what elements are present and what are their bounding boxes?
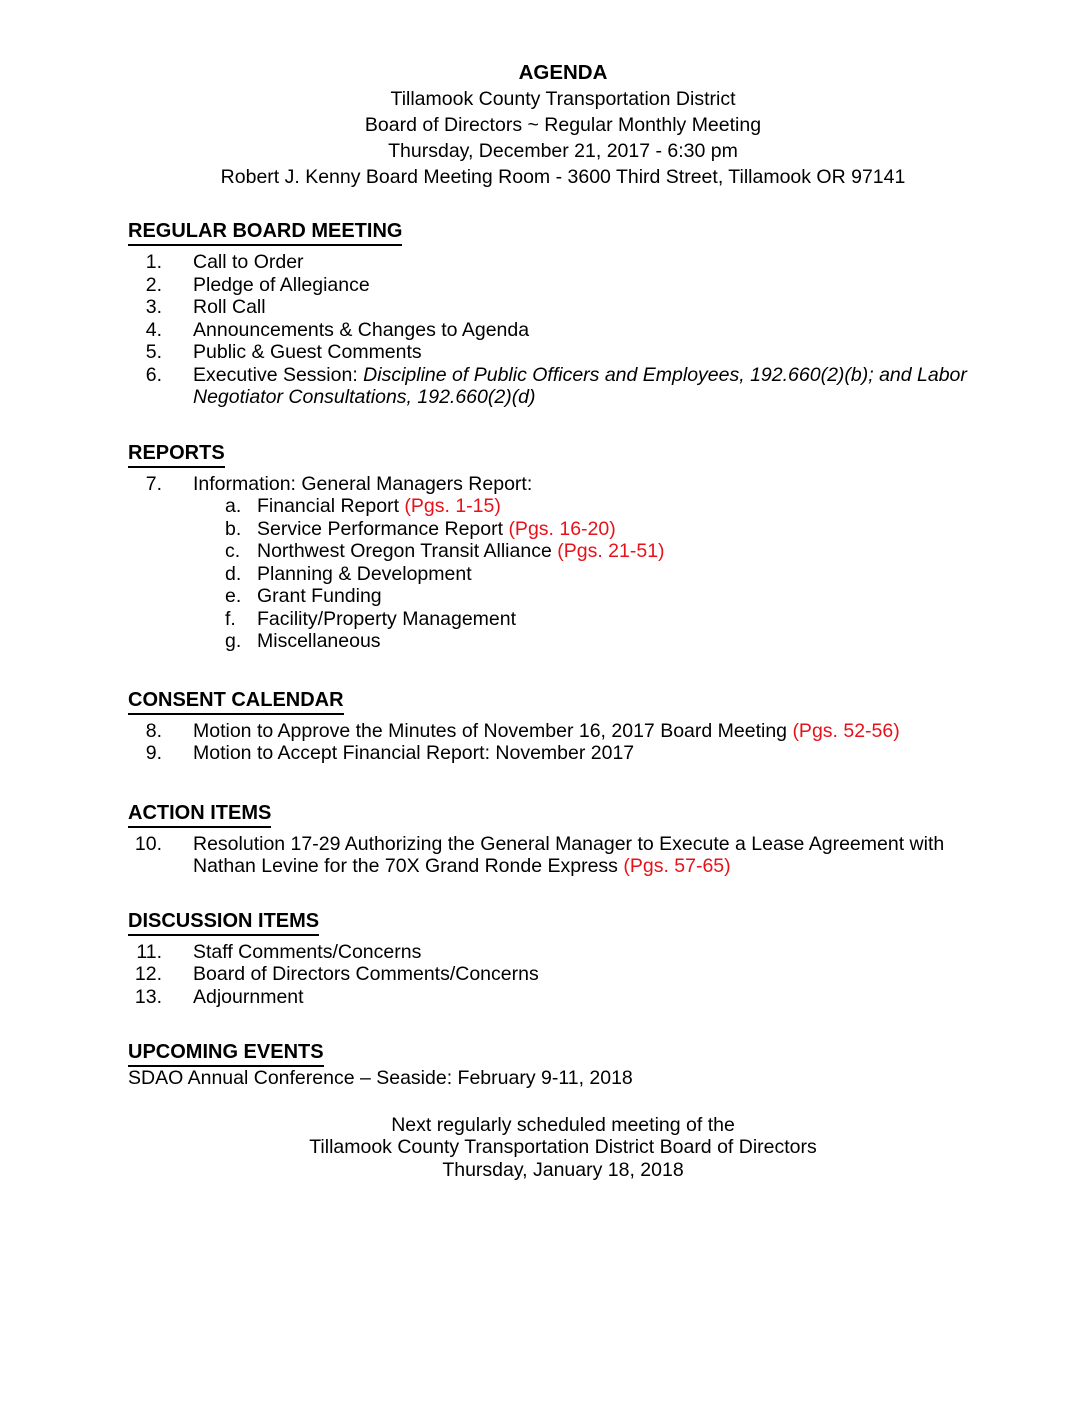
subitem-text: Grant Funding: [257, 585, 382, 607]
item-number: 1.: [145, 251, 162, 273]
item-number: 11.: [136, 940, 162, 963]
agenda-item-11: [128, 941, 998, 964]
agenda-subitem-f: [225, 608, 998, 631]
document-footer: [128, 1114, 998, 1182]
regular-board-meeting-list: [128, 251, 998, 409]
page-ref: (Pgs. 52-56): [792, 719, 900, 742]
page-ref: (Pgs. 57-65): [623, 855, 731, 877]
agenda-item-12: [128, 963, 998, 986]
subitem-text: Miscellaneous: [257, 630, 381, 652]
item-number: 7.: [145, 472, 162, 495]
agenda-subitem-e: [225, 585, 998, 608]
item-text: Pledge of Allegiance: [193, 273, 370, 296]
document-header: [128, 60, 998, 190]
agenda-item-10: [128, 833, 998, 878]
agenda-subitem-g: [225, 630, 998, 653]
item-number: 8.: [145, 719, 162, 742]
footer-line-1: Next regularly scheduled meeting of the: [391, 1113, 735, 1136]
item-number: 6.: [145, 363, 162, 386]
section-heading-action-items: ACTION ITEMS: [128, 802, 998, 828]
section-heading-reports: REPORTS: [128, 442, 998, 468]
item-number: 10.: [134, 832, 162, 855]
reports-list: [128, 473, 998, 653]
reports-sublist: [225, 495, 998, 653]
section-heading-upcoming-events: UPCOMING EVENTS: [128, 1041, 998, 1067]
item-number: 13.: [134, 985, 162, 1008]
discussion-items-list: [128, 941, 998, 1009]
item-text: Resolution 17-29 Authorizing the General Manager to Execute a Lease Agreement with Nathan Levine for the 70X Grand Ronde Express: [193, 832, 945, 877]
item-number: 9.: [145, 742, 162, 764]
agenda-item-8: [128, 720, 998, 743]
item-number: 2.: [145, 273, 162, 296]
item-number: 5.: [145, 341, 162, 363]
subitem-text: Service Performance Report: [257, 517, 509, 540]
agenda-subitem-d: [225, 563, 998, 586]
item-text: Motion to Approve the Minutes of November 16, 2017 Board Meeting: [193, 719, 793, 742]
header-org-line: Tillamook County Transportation District: [390, 88, 736, 110]
agenda-item-6: [128, 364, 998, 409]
subitem-text: Northwest Oregon Transit Alliance: [257, 540, 558, 562]
item-text: Announcements & Changes to Agenda: [193, 318, 530, 341]
subitem-letter: d.: [225, 562, 242, 585]
page-ref: (Pgs. 16-20): [508, 517, 616, 540]
subitem-letter: e.: [225, 585, 242, 607]
item-text-italic: Discipline of Public Officers and Employees, 192.660(2)(b); and Labor Negotiator Consultations, 192.660(2)(d): [193, 363, 967, 408]
subitem-letter: c.: [225, 540, 241, 562]
agenda-subitem-b: [225, 518, 998, 541]
subitem-text: Planning & Development: [257, 562, 472, 585]
agenda-subitem-c: [225, 540, 998, 563]
subitem-letter: g.: [225, 630, 242, 652]
item-text: Information: General Managers Report: a. Financial Report (Pgs. 1-15) b. Service Performance Report (Pgs. 16-20) c. Northwest Oregon Transit Alliance (Pgs. 21-51) d. Planning & Development e. Grant Funding f. Facility/Property Management g. Miscellaneous: [193, 473, 998, 653]
page-ref: (Pgs. 1-15): [404, 495, 501, 517]
section-heading-consent-calendar: CONSENT CALENDAR: [128, 689, 998, 715]
item-text: Motion to Accept Financial Report: November 2017: [193, 742, 635, 764]
agenda-item-9: [128, 742, 998, 765]
item-number: 12.: [134, 963, 162, 985]
subitem-letter: b.: [225, 517, 242, 540]
document-title: AGENDA: [518, 61, 608, 84]
upcoming-events-note: SDAO Annual Conference – Seaside: February 9-11, 2018: [128, 1067, 633, 1089]
footer-line-3: Thursday, January 18, 2018: [442, 1158, 684, 1181]
subitem-text: Financial Report: [257, 495, 405, 517]
agenda-item-5: [128, 341, 998, 364]
subitem-text: Facility/Property Management: [257, 607, 517, 630]
action-items-list: [128, 833, 998, 878]
agenda-subitem-a: [225, 495, 998, 518]
item-text-normal: Executive Session:: [193, 363, 364, 386]
agenda-item-3: [128, 296, 998, 319]
item-text: Board of Directors Comments/Concerns: [193, 963, 539, 985]
item-text: Roll Call: [193, 296, 266, 318]
subitem-letter: a.: [225, 495, 242, 517]
subitem-letter: f.: [225, 607, 236, 630]
agenda-item-4: [128, 319, 998, 342]
header-meeting-line: Board of Directors ~ Regular Monthly Meeting: [364, 114, 762, 136]
agenda-item-7: [128, 473, 998, 653]
header-datetime-line: Thursday, December 21, 2017 - 6:30 pm: [388, 140, 738, 162]
item-text: Adjournment: [193, 985, 304, 1008]
item-text: Call to Order: [193, 251, 304, 273]
agenda-item-2: [128, 274, 998, 297]
item-number: 3.: [145, 296, 162, 318]
footer-line-2: Tillamook County Transportation District Board of Directors: [309, 1136, 817, 1158]
item-text: Public & Guest Comments: [193, 341, 422, 363]
agenda-item-13: [128, 986, 998, 1009]
consent-calendar-list: [128, 720, 998, 765]
item-text: [193, 364, 998, 409]
agenda-item-1: [128, 251, 998, 274]
section-heading-discussion-items: DISCUSSION ITEMS: [128, 910, 998, 936]
item-text: Staff Comments/Concerns: [193, 940, 422, 963]
page-ref: (Pgs. 21-51): [557, 540, 665, 562]
section-heading-regular-board-meeting: REGULAR BOARD MEETING: [128, 220, 998, 246]
item-number: 4.: [145, 318, 162, 341]
header-location-line: Robert J. Kenny Board Meeting Room - 3600 Third Street, Tillamook OR 97141: [220, 166, 906, 188]
